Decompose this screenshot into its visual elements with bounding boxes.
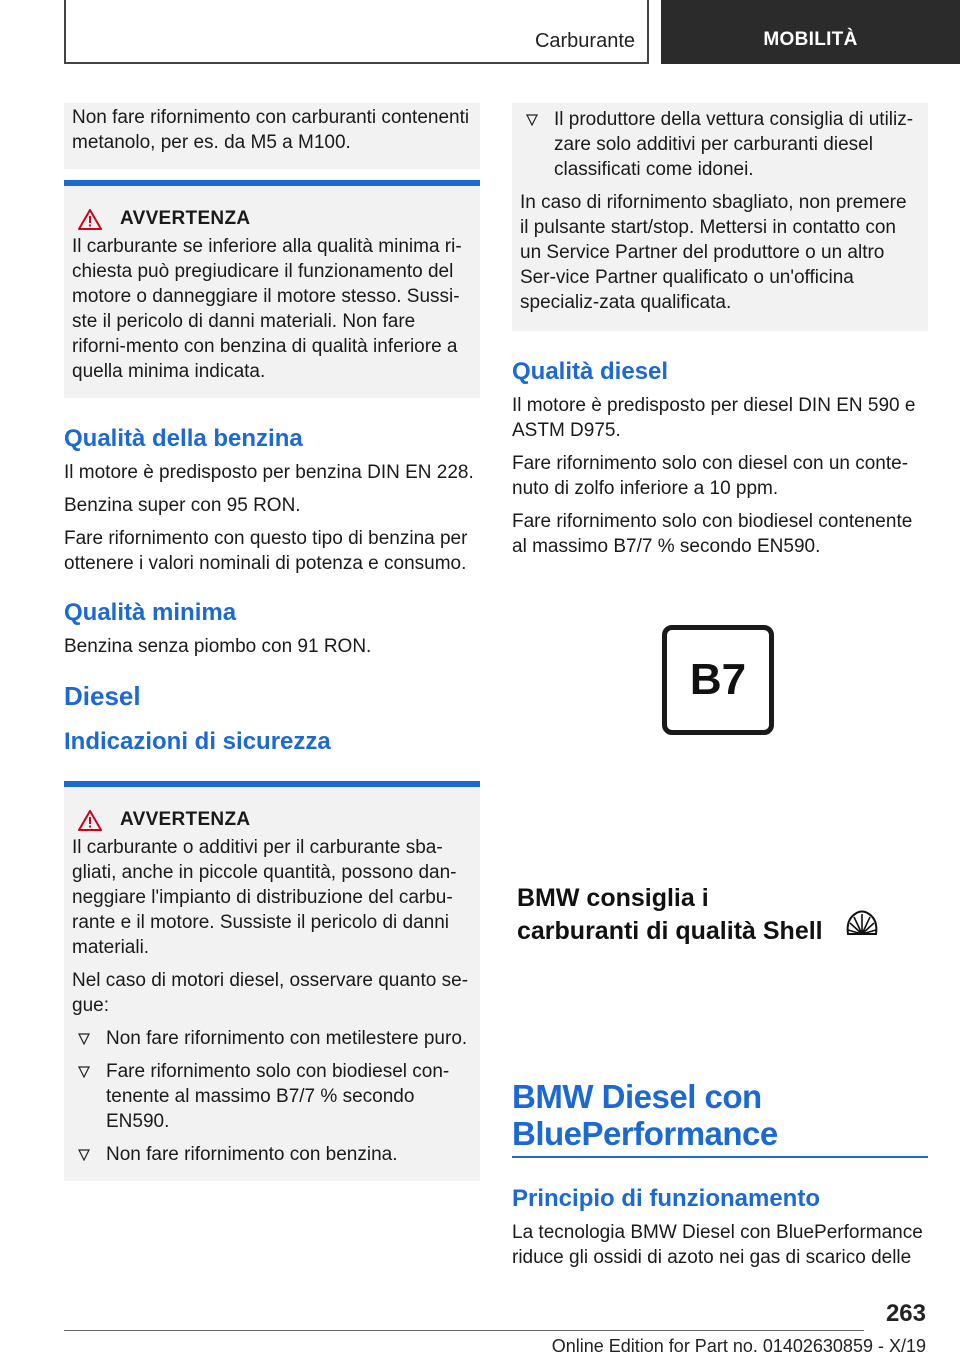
triangle-bullet-icon [78, 1066, 90, 1078]
warning-box-quality [64, 180, 480, 398]
heading-petrol-quality: Qualità della benzina [64, 425, 303, 452]
bmw-diesel-section [512, 1078, 928, 1278]
shell-line-2: carburanti di qualità Shell [517, 917, 823, 945]
petrol-ron: Benzina super con 95 RON. [64, 495, 301, 516]
heading-bmw-diesel: BMW Diesel con BluePerformance [512, 1078, 778, 1152]
warning-bullet-list [72, 1026, 472, 1167]
list-item [72, 1142, 472, 1167]
warning-text: Il carburante se inferiore alla qualità minima ri-chiesta può pregiudicare il funzionamento del motore o danneggiare il motore stesso. Sussi-ste il pericolo di danni materiali. Non fare riforni-mento con benzina di qualità inferiore a quella minima indicata. [72, 236, 462, 382]
shell-line-1: BMW consiglia i [517, 884, 709, 912]
warning-box-diesel [64, 781, 480, 1181]
additives-list [520, 107, 920, 182]
list-item-text: Fare rifornimento solo con biodiesel con-tenente al massimo B7/7 % secondo EN590. [106, 1061, 450, 1132]
diesel-sulphur: Fare rifornimento solo con diesel con un conte-nuto di zolfo inferiore a 10 ppm. [512, 453, 909, 499]
header-chapter-tab: MOBILITÀ [661, 0, 960, 64]
heading-diesel-quality: Qualità diesel [512, 358, 669, 385]
shell-recommendation [517, 882, 823, 948]
petrol-refuel: Fare rifornimento con questo tipo di benzina per ottenere i valori nominali di potenza e consumo. [64, 528, 468, 574]
right-column [512, 103, 928, 567]
warning-title-text: AVVERTENZA [120, 809, 251, 830]
footer-edition: Online Edition for Part no. 01402630859 - X/19 [551, 1336, 926, 1356]
principle-text: La tecnologia BMW Diesel con BluePerformance riduce gli ossidi di azoto nei gas di scarico delle [512, 1222, 923, 1268]
warning-title [72, 208, 472, 230]
warning-triangle-icon [78, 810, 102, 831]
wrong-refuel-text: In caso di rifornimento sbagliato, non premere il pulsante start/stop. Mettersi in contatto con un Service Partner del produttore o un altro Ser-vice Partner qualificato o un'officina specializ-zata qualificata. [520, 192, 907, 313]
list-item [520, 107, 920, 182]
header-divider [647, 0, 649, 64]
left-column [64, 103, 480, 1181]
additives-box [512, 103, 928, 331]
header-left-border [64, 0, 66, 64]
page-number: 263 [885, 1300, 926, 1327]
footer-rule [64, 1330, 864, 1331]
heading-safety: Indicazioni di sicurezza [64, 728, 331, 755]
header-rule [64, 62, 649, 64]
header-section-title: Carburante [534, 30, 635, 52]
diesel-norm: Il motore è predisposto per diesel DIN EN 590 e ASTM D975. [512, 395, 916, 441]
b7-fuel-label: B7 [662, 625, 774, 735]
heading-principle: Principio di funzionamento [512, 1185, 820, 1212]
list-item-text: Non fare rifornimento con benzina. [106, 1144, 398, 1165]
triangle-bullet-icon [526, 114, 538, 126]
warning-text: Il carburante o additivi per il carburante sba-gliati, anche in piccole quantità, possono dan-neggiare l'impianto di distribuzione del carbu-rante e il motore. Sussiste il pericolo di danni materiali. [72, 837, 457, 958]
triangle-bullet-icon [78, 1149, 90, 1161]
heading-diesel: Diesel [64, 681, 141, 711]
triangle-bullet-icon [78, 1033, 90, 1045]
methanol-note: Non fare rifornimento con carburanti contenenti metanolo, per es. da M5 a M100. [72, 107, 470, 153]
methanol-note-box [64, 103, 480, 169]
petrol-norm: Il motore è predisposto per benzina DIN EN 228. [64, 462, 474, 483]
warning-title [72, 809, 472, 831]
warning-text-diesel: Nel caso di motori diesel, osservare quanto se-gue: [72, 970, 469, 1016]
warning-triangle-icon [78, 209, 102, 230]
shell-logo-icon [845, 908, 879, 938]
list-item-text: Il produttore della vettura consiglia di utiliz-zare solo additivi per carburanti diesel classificati come idonei. [554, 109, 914, 180]
list-item [72, 1059, 472, 1134]
list-item [72, 1026, 472, 1051]
heading-min-quality: Qualità minima [64, 599, 237, 626]
list-item-text: Non fare rifornimento con metilestere puro. [106, 1028, 468, 1049]
diesel-biodiesel: Fare rifornimento solo con biodiesel contenente al massimo B7/7 % secondo EN590. [512, 511, 913, 557]
warning-title-text: AVVERTENZA [120, 208, 251, 229]
min-quality-text: Benzina senza piombo con 91 RON. [64, 636, 372, 657]
